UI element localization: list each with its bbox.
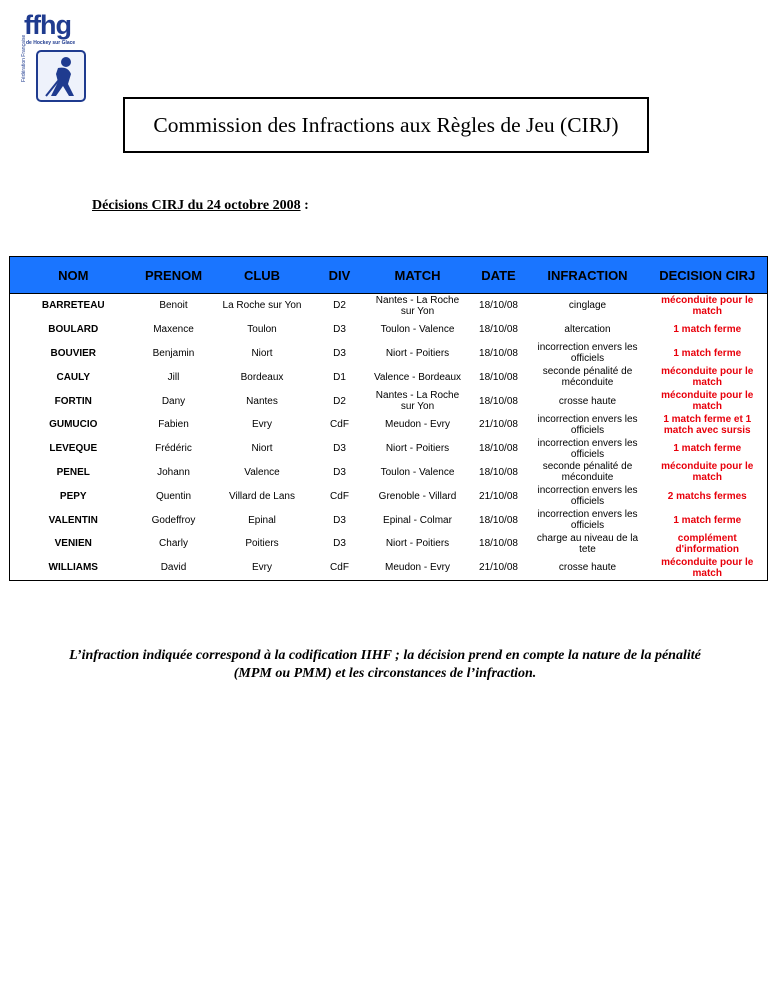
table-row <box>10 342 768 366</box>
cell-nom: PENEL <box>10 461 137 485</box>
cell-nom: FORTIN <box>10 389 137 413</box>
cell-decision: méconduite pour le match <box>648 389 768 413</box>
cell-match: Meudon - Evry <box>366 556 470 580</box>
cell-match: Nantes - La Roche sur Yon <box>375 294 460 317</box>
cell-nom: GUMUCIO <box>10 413 137 437</box>
cell-match: Niort - Poitiers <box>385 443 450 455</box>
cell-decision: 2 matchs fermes <box>648 484 768 508</box>
cell-club: Niort <box>251 443 273 455</box>
cell-prenom: Benoit <box>159 300 188 312</box>
cell-date: 18/10/08 <box>479 514 518 526</box>
cell-div: D3 <box>333 466 346 478</box>
decisions-table-wrap <box>9 256 767 581</box>
cell-date: 21/10/08 <box>470 556 528 580</box>
cell-date: 18/10/08 <box>479 300 518 312</box>
cell-infraction: incorrection envers les officiels <box>537 509 638 532</box>
cell-date: 21/10/08 <box>479 419 518 431</box>
cell-decision: méconduite pour le match <box>648 461 768 485</box>
cell-nom: BARRETEAU <box>10 294 137 318</box>
footer-note: L’infraction indiquée correspond à la codification IIHF ; la décision prend en compte la nature de la pénalité (MPM ou PMM) et les circonstances de l’infraction. <box>69 648 701 681</box>
cell-infraction: seconde pénalité de méconduite <box>542 366 633 389</box>
cell-match: Epinal - Colmar <box>383 514 452 526</box>
cell-infraction: altercation <box>564 324 611 336</box>
cell-nom: VENIEN <box>10 532 137 556</box>
cell-div: D2 <box>333 300 346 312</box>
cell-prenom: Benjamin <box>152 347 195 359</box>
table-row <box>10 437 768 461</box>
cell-decision: complément d'information <box>648 532 768 556</box>
cell-club: Bordeaux <box>240 371 284 383</box>
cell-prenom: Fabien <box>158 419 189 431</box>
cell-club: Niort <box>251 347 273 359</box>
cell-nom: PEPY <box>10 484 137 508</box>
cell-div: D3 <box>333 347 346 359</box>
table-row <box>10 532 768 556</box>
logo-vertical-text: Fédération Française <box>21 34 27 82</box>
cell-date: 18/10/08 <box>479 443 518 455</box>
cell-match: Valence - Bordeaux <box>373 371 462 383</box>
subtitle <box>92 198 309 214</box>
cell-prenom: Maxence <box>153 324 194 336</box>
cell-decision: méconduite pour le match <box>648 294 768 318</box>
cell-club: Evry <box>252 419 272 431</box>
column-header: INFRACTION <box>528 257 648 294</box>
cell-infraction: incorrection envers les officiels <box>537 342 638 365</box>
cell-infraction: incorrection envers les officiels <box>537 485 638 508</box>
cell-infraction: crosse haute <box>528 556 648 580</box>
cell-club: Nantes <box>246 395 278 407</box>
cell-decision: 1 match ferme <box>648 318 768 342</box>
cell-club: Poitiers <box>245 538 279 550</box>
cell-match: Niort - Poitiers <box>385 538 450 550</box>
cell-date: 18/10/08 <box>479 371 518 383</box>
cell-div: D2 <box>333 395 346 407</box>
cell-div: CdF <box>330 419 349 431</box>
cell-prenom: Johann <box>157 466 190 478</box>
cell-nom: BOULARD <box>10 318 137 342</box>
cell-div: CdF <box>314 556 366 580</box>
column-header: DATE <box>470 257 528 294</box>
cell-nom: LEVEQUE <box>10 437 137 461</box>
cell-infraction: incorrection envers les officiels <box>537 413 638 436</box>
cell-prenom: Charly <box>159 538 188 550</box>
cell-decision: 1 match ferme et 1 match avec sursis <box>648 413 768 437</box>
cell-div: CdF <box>330 490 349 502</box>
ffhg-logo <box>21 10 96 106</box>
column-header: DECISION CIRJ <box>648 257 768 294</box>
cell-infraction: cinglage <box>568 300 607 312</box>
cell-infraction: crosse haute <box>558 395 617 407</box>
table-row <box>10 318 768 342</box>
cell-prenom: Dany <box>161 395 186 407</box>
cell-prenom: Godeffroy <box>151 514 196 526</box>
cell-date: 18/10/08 <box>479 324 518 336</box>
logo-text: ffhg <box>24 10 71 40</box>
table-row <box>10 508 768 532</box>
cell-match: Grenoble - Villard <box>378 490 457 502</box>
column-header: MATCH <box>366 257 470 294</box>
cell-prenom: Quentin <box>155 490 192 502</box>
table-row <box>10 461 768 485</box>
cell-prenom: David <box>137 556 211 580</box>
table-row <box>10 556 768 580</box>
cell-date: 21/10/08 <box>479 490 518 502</box>
table-row <box>10 365 768 389</box>
cell-match: Toulon - Valence <box>380 324 455 336</box>
cell-decision: 1 match ferme <box>648 508 768 532</box>
logo-subtext: de Hockey sur Glace <box>26 40 76 46</box>
cell-prenom: Jill <box>167 371 180 383</box>
decisions-table <box>9 256 768 581</box>
cell-decision: 1 match ferme <box>648 437 768 461</box>
table-row <box>10 389 768 413</box>
cell-decision: 1 match ferme <box>648 342 768 366</box>
subtitle-label: Décisions CIRJ du 24 octobre 2008 <box>92 198 301 213</box>
hockey-player-icon <box>36 50 86 102</box>
column-header: NOM <box>10 257 137 294</box>
cell-match: Meudon - Evry <box>384 419 451 431</box>
cell-nom: VALENTIN <box>10 508 137 532</box>
column-header: DIV <box>314 257 366 294</box>
table-row <box>10 484 768 508</box>
cell-decision: méconduite pour le match <box>648 365 768 389</box>
cell-infraction: seconde pénalité de méconduite <box>542 461 633 484</box>
title-box <box>123 97 649 153</box>
table-row <box>10 294 768 318</box>
table-header-row <box>10 257 768 294</box>
table-row <box>10 413 768 437</box>
cell-date: 18/10/08 <box>479 347 518 359</box>
cell-match: Toulon - Valence <box>380 466 455 478</box>
cell-date: 18/10/08 <box>479 538 518 550</box>
cell-prenom: Frédéric <box>155 443 192 455</box>
cell-nom: BOUVIER <box>10 342 137 366</box>
cell-club: Evry <box>211 556 314 580</box>
cell-infraction: incorrection envers les officiels <box>537 437 638 460</box>
cell-date: 18/10/08 <box>479 395 518 407</box>
cell-club: Toulon <box>247 324 277 336</box>
cell-date: 18/10/08 <box>479 466 518 478</box>
cell-div: D3 <box>333 514 346 526</box>
cell-match: Nantes - La Roche sur Yon <box>375 390 460 413</box>
cell-div: D3 <box>333 324 346 336</box>
cell-club: Epinal <box>248 514 276 526</box>
cell-div: D1 <box>333 371 346 383</box>
cell-decision: méconduite pour le match <box>648 556 768 580</box>
cell-nom: WILLIAMS <box>10 556 137 580</box>
column-header: CLUB <box>211 257 314 294</box>
cell-div: D3 <box>333 538 346 550</box>
cell-club: Villard de Lans <box>229 490 295 502</box>
page-title: Commission des Infractions aux Règles de Jeu (CIRJ) <box>153 112 619 137</box>
cell-nom: CAULY <box>10 365 137 389</box>
cell-club: Valence <box>244 466 280 478</box>
cell-club: La Roche sur Yon <box>222 300 302 312</box>
column-header: PRENOM <box>137 257 211 294</box>
cell-infraction: charge au niveau de la tete <box>536 532 639 555</box>
subtitle-suffix: : <box>300 198 309 213</box>
cell-div: D3 <box>333 443 346 455</box>
table-body <box>10 294 768 581</box>
cell-match: Niort - Poitiers <box>385 347 450 359</box>
